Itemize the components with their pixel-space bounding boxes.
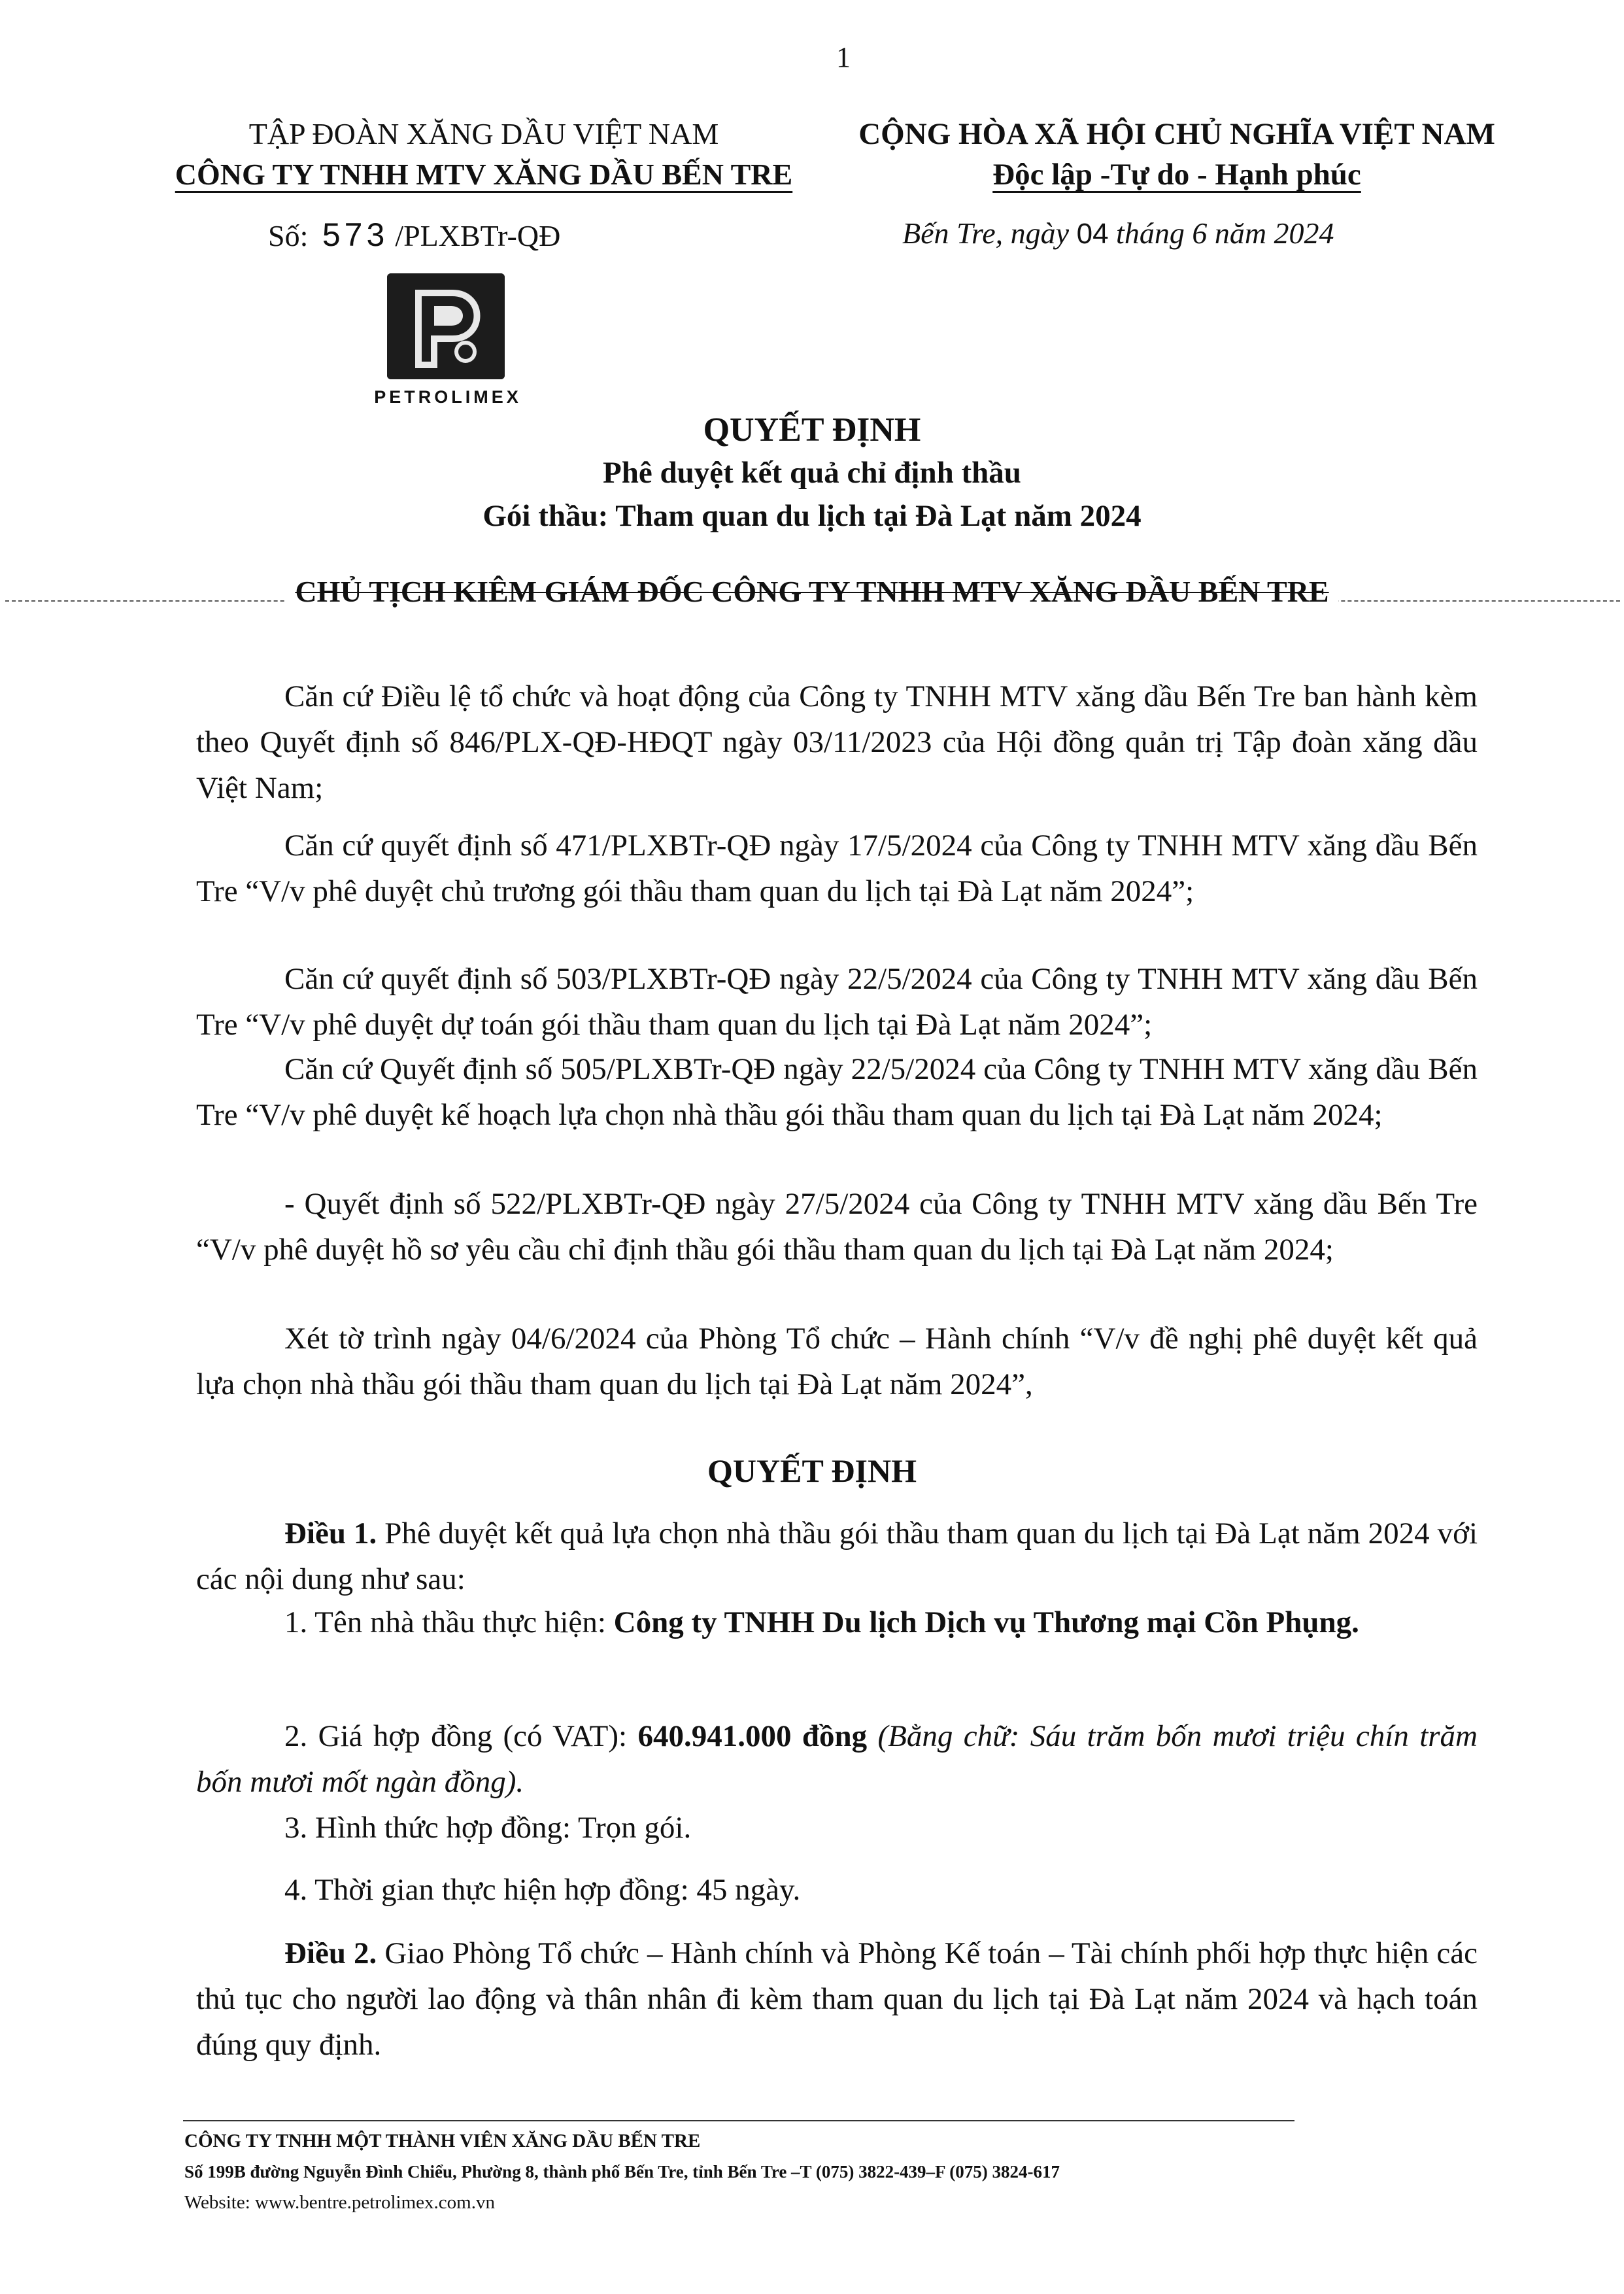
article-1 — [196, 1511, 1478, 1602]
contract-price-words: (Bằng chữ: Sáu trăm bốn mươi triệu chín trăm bốn mươi mốt ngàn đồng). — [196, 1719, 1478, 1799]
footer-website: Website: www.bentre.petrolimex.com.vn — [184, 2192, 495, 2213]
decision-heading: QUYẾT ĐỊNH — [707, 1452, 917, 1489]
authority-text: CHỦ TỊCH KIÊM GIÁM ĐỐC CÔNG TY TNHH MTV XĂNG DẦU BẾN TRE — [286, 575, 1338, 608]
article-1-item-4 — [196, 1867, 1478, 1913]
article-1-text: Phê duyệt kết quả lựa chọn nhà thầu gói thầu tham quan du lịch tại Đà Lạt năm 2024 với các nội dung như sau: — [196, 1516, 1478, 1596]
logo-caption: PETROLIMEX — [374, 387, 522, 407]
doc-number: 573 — [322, 216, 389, 253]
header-company-text: CÔNG TY TNHH MTV XĂNG DẦU BẾN TRE — [175, 158, 793, 191]
document-date — [902, 216, 1334, 250]
ground-paragraph — [196, 1181, 1478, 1273]
package-title: Gói thầu: Tham quan du lịch tại Đà Lạt năm 2024 — [482, 499, 1142, 533]
article-1-item-2 — [196, 1713, 1478, 1805]
ground-paragraph — [196, 1316, 1478, 1407]
header-motto-text: Độc lập -Tự do - Hạnh phúc — [992, 158, 1361, 192]
decision-subtitle: Phê duyệt kết quả chỉ định thầu — [603, 456, 1021, 490]
contractor-name: Công ty TNHH Du lịch Dịch vụ Thương mại Cồn Phụng. — [613, 1605, 1359, 1639]
article-1-item-1 — [196, 1600, 1478, 1645]
document-number — [268, 216, 560, 254]
date-day: 04 — [1076, 218, 1109, 250]
header-company — [170, 157, 798, 192]
doc-suffix: /PLXBTr-QĐ — [395, 219, 561, 252]
page-number: 1 — [836, 41, 851, 73]
ground-text: Xét tờ trình ngày 04/6/2024 của Phòng Tổ chức – Hành chính “V/v đề nghị phê duyệt kết quả lựa chọn nhà thầu gói thầu tham quan du lịch tại Đà Lạt năm 2024”, — [196, 1322, 1478, 1401]
article-2 — [196, 1930, 1478, 2068]
item-3-text: 3. Hình thức hợp đồng: Trọn gói. — [284, 1811, 692, 1845]
ground-text: Căn cứ Điều lệ tổ chức và hoạt động của Công ty TNHH MTV xăng dầu Bến Tre ban hành kèm theo Quyết định số 846/PLX-QĐ-HĐQT ngày 03/11/2023 của Hội đồng quản trị Tập đoàn xăng dầu Việt Nam; — [196, 679, 1478, 805]
header-motto — [811, 157, 1543, 192]
date-before-day: Bến Tre, ngày — [902, 216, 1070, 250]
contract-price: 640.941.000 đồng — [637, 1719, 868, 1753]
logo-graphic — [387, 273, 505, 379]
item-1-label: 1. Tên nhà thầu thực hiện: — [284, 1605, 614, 1639]
article-1-item-3 — [196, 1805, 1478, 1851]
date-after-day: tháng 6 năm 2024 — [1116, 216, 1334, 250]
ground-text: Căn cứ Quyết định số 505/PLXBTr-QĐ ngày 22/5/2024 của Công ty TNHH MTV xăng dầu Bến Tre “V/v phê duyệt kế hoạch lựa chọn nhà thầu gói thầu tham quan du lịch tại Đà Lạt năm 2024; — [196, 1052, 1478, 1132]
article-1-label: Điều 1. — [284, 1516, 377, 1550]
doc-prefix: Số: — [268, 219, 309, 252]
article-2-text: Giao Phòng Tổ chức – Hành chính và Phòng Kế toán – Tài chính phối hợp thực hiện các thủ tục cho người lao động và thân nhân đi kèm tham quan du lịch tại Đà Lạt năm 2024 và hạch toán đúng quy định. — [196, 1936, 1478, 2062]
header-org: TẬP ĐOÀN XĂNG DẦU VIỆT NAM — [248, 117, 719, 150]
footer-company: CÔNG TY TNHH MỘT THÀNH VIÊN XĂNG DẦU BẾN TRE — [184, 2131, 701, 2151]
ground-text: - Quyết định số 522/PLXBTr-QĐ ngày 27/5/2024 của Công ty TNHH MTV xăng dầu Bến Tre “V/v phê duyệt hồ sơ yêu cầu chỉ định thầu gói thầu tham quan du lịch tại Đà Lạt năm 2024; — [196, 1187, 1478, 1267]
ground-text: Căn cứ quyết định số 503/PLXBTr-QĐ ngày 22/5/2024 của Công ty TNHH MTV xăng dầu Bến Tre “V/v phê duyệt dự toán gói thầu tham quan du lịch tại Đà Lạt năm 2024”; — [196, 962, 1478, 1042]
item-2-label: 2. Giá hợp đồng (có VAT): — [284, 1719, 638, 1753]
item-4-text: 4. Thời gian thực hiện hợp đồng: 45 ngày. — [284, 1873, 801, 1907]
ground-paragraph — [196, 823, 1478, 914]
header-state: CỘNG HÒA XÃ HỘI CHỦ NGHĨA VIỆT NAM — [858, 117, 1495, 151]
decision-title: QUYẾT ĐỊNH — [703, 411, 921, 449]
footer-rule — [183, 2120, 1294, 2121]
article-2-label: Điều 2. — [284, 1936, 377, 1970]
footer-address: Số 199B đường Nguyễn Đình Chiểu, Phường 8, thành phố Bến Tre, tỉnh Bến Tre –T (075) 3822-439–F (075) 3824-617 — [184, 2162, 1060, 2182]
ground-paragraph — [196, 956, 1478, 1048]
ground-text: Căn cứ quyết định số 471/PLXBTr-QĐ ngày 17/5/2024 của Công ty TNHH MTV xăng dầu Bến Tre “V/v phê duyệt chủ trương gói thầu tham quan du lịch tại Đà Lạt năm 2024”; — [196, 829, 1478, 908]
ground-paragraph — [196, 1046, 1478, 1138]
petrolimex-logo-icon — [387, 273, 505, 379]
ground-paragraph — [196, 674, 1478, 811]
authority-line — [0, 574, 1624, 609]
